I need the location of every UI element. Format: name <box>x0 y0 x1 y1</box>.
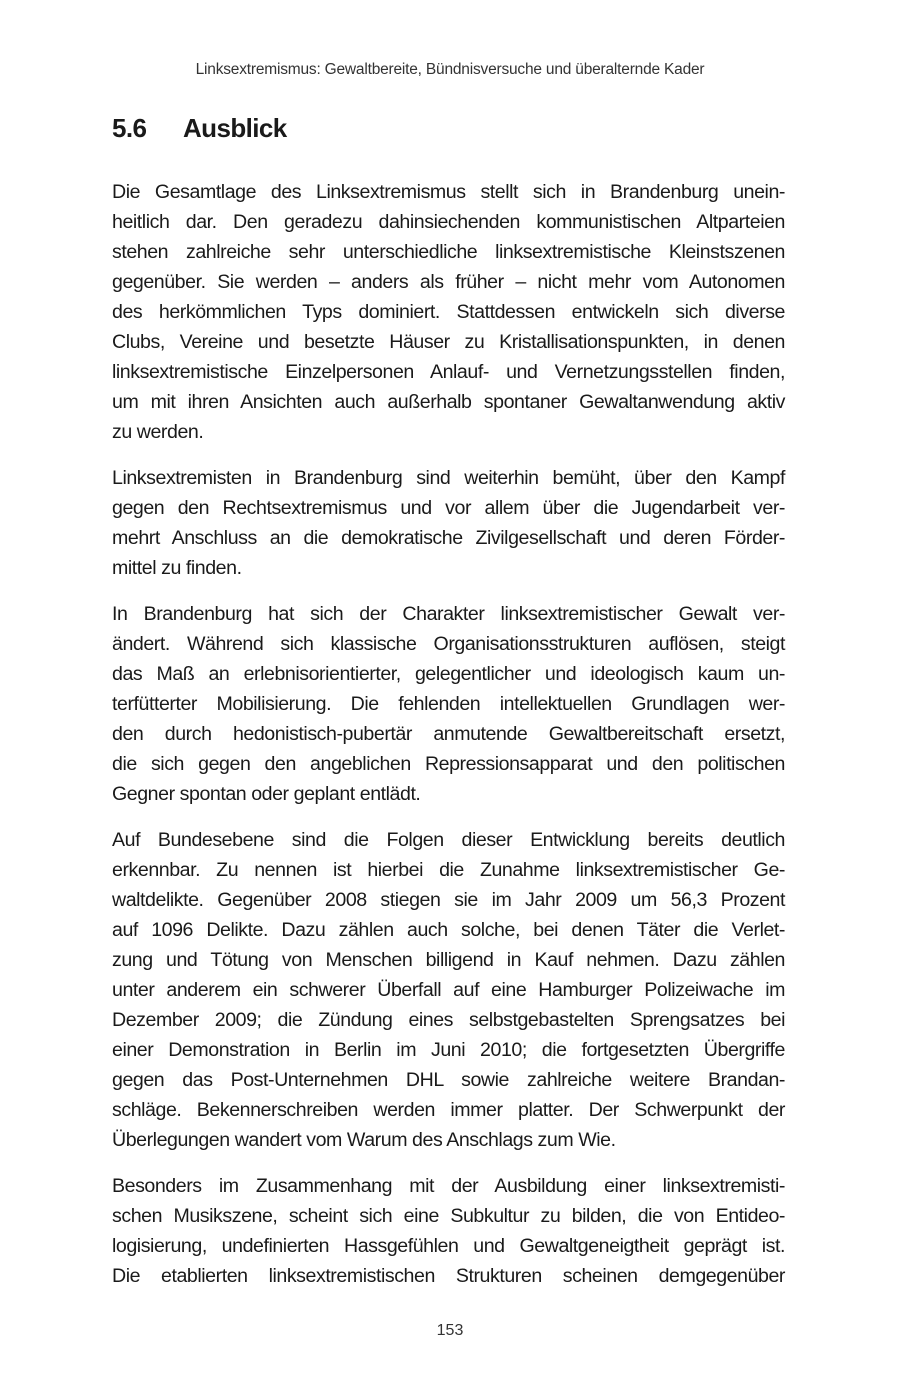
paragraph <box>112 825 785 1155</box>
text-line: schläge. Bekennerschreiben werden immer platter. Der Schwerpunkt der <box>112 1099 785 1121</box>
text-line: mittel zu finden. <box>112 557 242 579</box>
body-text <box>112 177 785 1307</box>
text-line: Die Gesamtlage des Linksextremismus stellt sich in Brandenburg unein- <box>112 181 785 203</box>
text-line: die sich gegen den angeblichen Repressionsapparat und den politischen <box>112 753 785 775</box>
text-line: Clubs, Vereine und besetzte Häuser zu Kristallisationspunkten, in denen <box>112 331 785 353</box>
page-number: 153 <box>436 1322 464 1339</box>
text-line: linksextremistische Einzelpersonen Anlauf- und Vernetzungsstellen finden, <box>112 361 785 383</box>
text-line: auf 1096 Delikte. Dazu zählen auch solche, bei denen Täter die Verlet- <box>112 919 785 941</box>
text-line: terfütterter Mobilisierung. Die fehlenden intellektuellen Grundlagen wer- <box>112 693 785 715</box>
text-line: Linksextremisten in Brandenburg sind weiterhin bemüht, über den Kampf <box>112 467 785 489</box>
text-line: zu werden. <box>112 421 204 443</box>
text-line: gegen das Post-Unternehmen DHL sowie zahlreiche weitere Brandan- <box>112 1069 785 1091</box>
text-line: erkennbar. Zu nennen ist hierbei die Zunahme linksextremistischer Ge- <box>112 859 785 881</box>
section-heading <box>112 113 287 144</box>
paragraph <box>112 463 785 583</box>
text-line: unter anderem ein schwerer Überfall auf eine Hamburger Polizeiwache im <box>112 979 785 1001</box>
paragraph <box>112 177 785 447</box>
text-line: Gegner spontan oder geplant entlädt. <box>112 783 421 805</box>
section-number: 5.6 <box>112 113 147 143</box>
running-head: Linksextremismus: Gewaltbereite, Bündnisversuche und überalternde Kader <box>195 61 705 78</box>
text-line: heitlich dar. Den geradezu dahinsiechenden kommunistischen Altparteien <box>112 211 785 233</box>
paragraph <box>112 599 785 809</box>
text-line: schen Musikszene, scheint sich eine Subkultur zu bilden, die von Entideo- <box>112 1205 785 1227</box>
text-line: Die etablierten linksextremistischen Strukturen scheinen demgegenüber <box>112 1265 785 1287</box>
text-line: Besonders im Zusammenhang mit der Ausbildung einer linksextremisti- <box>112 1175 785 1197</box>
text-line: Dezember 2009; die Zündung eines selbstgebastelten Sprengsatzes bei <box>112 1009 785 1031</box>
text-line: mehrt Anschluss an die demokratische Zivilgesellschaft und deren Förder- <box>112 527 785 549</box>
text-line: In Brandenburg hat sich der Charakter linksextremistischer Gewalt ver- <box>112 603 785 625</box>
text-line: um mit ihren Ansichten auch außerhalb spontaner Gewaltanwendung aktiv <box>112 391 785 413</box>
text-line: ändert. Während sich klassische Organisationsstrukturen auflösen, steigt <box>112 633 785 655</box>
text-line: das Maß an erlebnisorientierter, gelegentlicher und ideologisch kaum un- <box>112 663 785 685</box>
text-line: zung und Tötung von Menschen billigend in Kauf nehmen. Dazu zählen <box>112 949 785 971</box>
text-line: stehen zahlreiche sehr unterschiedliche linksextremistische Kleinstszenen <box>112 241 785 263</box>
paragraph <box>112 1171 785 1291</box>
text-line: gegen den Rechtsextremismus und vor allem über die Jugendarbeit ver- <box>112 497 785 519</box>
text-line: gegenüber. Sie werden – anders als früher – nicht mehr vom Autonomen <box>112 271 785 293</box>
text-line: des herkömmlichen Typs dominiert. Stattdessen entwickeln sich diverse <box>112 301 785 323</box>
text-line: waltdelikte. Gegenüber 2008 stiegen sie im Jahr 2009 um 56,3 Prozent <box>112 889 785 911</box>
text-line: Überlegungen wandert vom Warum des Anschlags zum Wie. <box>112 1129 616 1151</box>
text-line: Auf Bundesebene sind die Folgen dieser Entwicklung bereits deutlich <box>112 829 785 851</box>
text-line: logisierung, undefinierten Hassgefühlen und Gewaltgeneigtheit geprägt ist. <box>112 1235 785 1257</box>
text-line: den durch hedonistisch-pubertär anmutende Gewaltbereitschaft ersetzt, <box>112 723 785 745</box>
text-line: einer Demonstration in Berlin im Juni 2010; die fortgesetzten Übergriffe <box>112 1039 785 1061</box>
section-title: Ausblick <box>183 113 287 143</box>
